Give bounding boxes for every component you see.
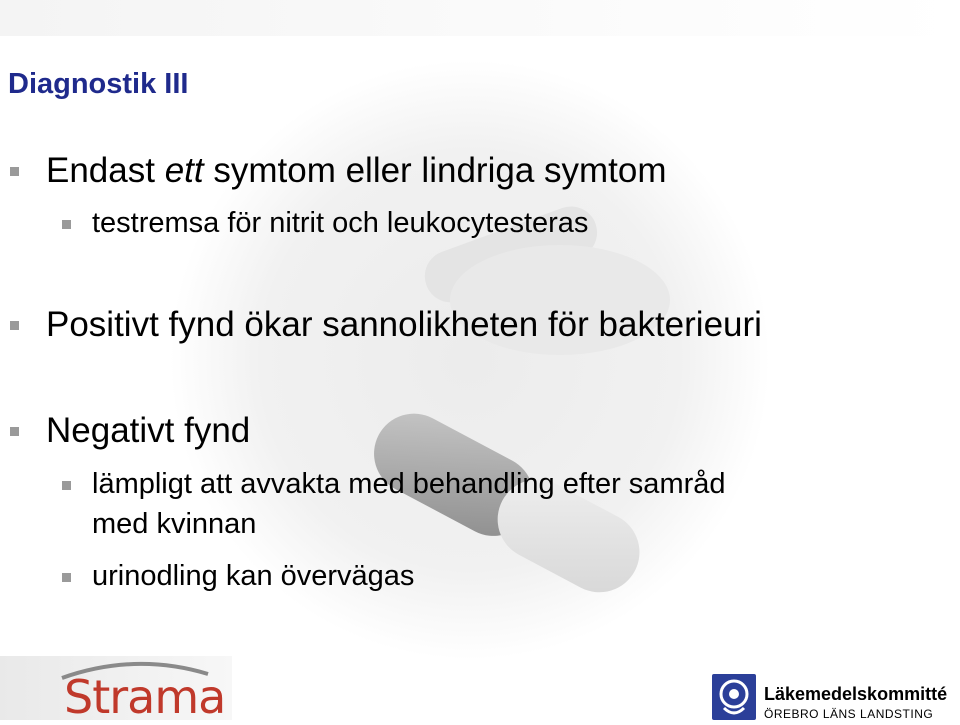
sub-bullet-item: [92, 207, 588, 240]
bullet-square-icon: [62, 481, 71, 490]
bullet-item: [46, 151, 667, 191]
bullet-square-icon: [10, 427, 19, 436]
strama-logo: [0, 656, 232, 720]
bullet-text-before: Endast: [46, 151, 165, 190]
org-logo: [712, 674, 960, 720]
sub-bullet-text: lämpligt att avvakta med behandling efter samråd: [92, 468, 726, 500]
bullet-text-italic: ett: [164, 151, 204, 190]
org-name: Läkemedelskommitté: [764, 684, 948, 704]
sub-bullet-item: [92, 468, 726, 501]
bullet-text-after: symtom eller lindriga symtom: [203, 151, 667, 190]
bullet-square-icon: [62, 220, 71, 229]
org-subtitle: ÖREBRO LÄNS LANDSTING: [764, 707, 934, 721]
sub-bullet-continuation: [92, 508, 256, 541]
bullet-item: [46, 305, 762, 345]
bullet-square-icon: [62, 573, 71, 582]
bullet-text: Positivt fynd ökar sannolikheten för bakterieuri: [46, 305, 762, 344]
bullet-text: Negativt fynd: [46, 411, 251, 450]
sub-bullet-text: urinodling kan övervägas: [92, 560, 415, 592]
county-emblem-icon: [712, 674, 756, 720]
bullet-item: [46, 411, 250, 451]
bullet-square-icon: [10, 321, 19, 330]
strama-logo-text: Strama: [64, 670, 226, 720]
sub-bullet-text: testremsa för nitrit och leukocytesteras: [92, 207, 589, 239]
bullet-square-icon: [10, 167, 19, 176]
sub-bullet-text: med kvinnan: [92, 508, 257, 540]
sub-bullet-item: [92, 560, 414, 593]
slide-title: Diagnostik III: [8, 68, 189, 100]
